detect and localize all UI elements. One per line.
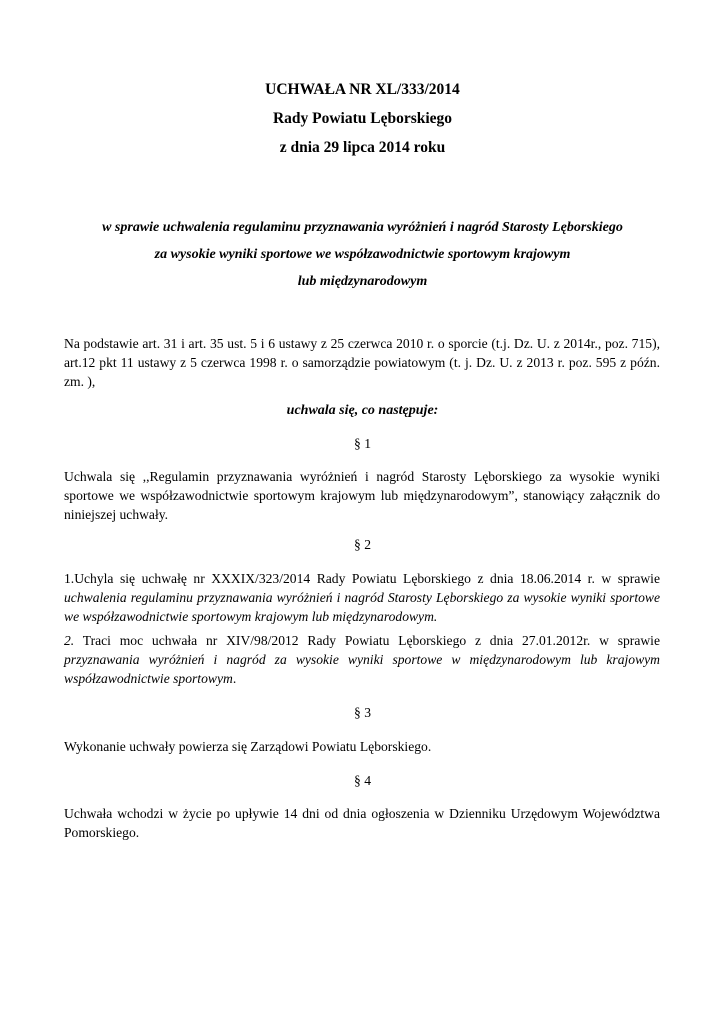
resolution-date: z dnia 29 lipca 2014 roku xyxy=(279,139,446,156)
section-3-text: Wykonanie uchwały powierza się Zarządowi Powiatu Lęborskiego. xyxy=(64,739,432,754)
resolution-header xyxy=(0,76,725,163)
legal-basis-paragraph: Na podstawie art. 31 i art. 35 ust. 5 i 6 ustawy z 25 czerwca 2010 r. o sporcie (t.j. Dz. U. z 2014r., poz. 715), art.12 pkt 11 ustawy z 5 czerwca 1998 r. o samorządzie powiatowym (t. j. Dz. U. z 2013 r. poz. 595 z późn. zm. ), xyxy=(64,336,660,389)
section-3-mark: § 3 xyxy=(354,705,371,720)
section-2-p2-subject: przyznawania wyróżnień i nagród za wysokie wyniki sportowe w międzynarodowym lub krajowym współzawodnictwie sportowym xyxy=(64,652,660,686)
section-2-paragraph-2 xyxy=(64,631,660,688)
subject-line-2: za wysokie wyniki sportowe we współzawodnictwie sportowym krajowym xyxy=(154,247,571,262)
section-2-p1-subject: uchwalenia regulaminu przyznawania wyróżnień i nagród Starosty Lęborskiego za wysokie wyniki sportowe we współzawodnictwie sportowym krajowym lub międzynarodowym. xyxy=(64,590,660,624)
section-2-p2-number: 2. xyxy=(64,633,75,648)
subject-line-1: w sprawie uchwalenia regulaminu przyznawania wyróżnień i nagród Starosty Lęborskiego xyxy=(102,220,623,235)
section-2-p1-text: 1.Uchyla się uchwałę nr XXXIX/323/2014 Rady Powiatu Lęborskiego z dnia 18.06.2014 r. w sprawie xyxy=(64,571,660,586)
section-2-p2-text: Traci moc uchwała nr XIV/98/2012 Rady Powiatu Lęborskiego z dnia 27.01.2012r. w sprawie xyxy=(74,633,660,648)
council-name: Rady Powiatu Lęborskiego xyxy=(272,110,453,127)
section-1-mark: § 1 xyxy=(354,436,371,451)
section-2-paragraph-1 xyxy=(64,569,660,626)
resolution-subject xyxy=(40,214,685,295)
section-2-mark: § 2 xyxy=(354,537,371,552)
resolution-number: UCHWAŁA NR XL/333/2014 xyxy=(265,81,460,98)
section-4-mark: § 4 xyxy=(354,773,371,788)
section-1-text: Uchwala się ,,Regulamin przyznawania wyróżnień i nagród Starosty Lęborskiego za wysokie wyniki sportowe we współzawodnictwie sportowym krajowym lub międzynarodowym”, stanowiący załącznik do niniejszej uchwały. xyxy=(64,469,660,522)
decree-line: uchwala się, co następuje: xyxy=(286,403,439,418)
section-2-p2-end: . xyxy=(232,671,237,686)
section-4-text: Uchwała wchodzi w życie po upływie 14 dni od dnia ogłoszenia w Dzienniku Urzędowym Województwa Pomorskiego. xyxy=(64,806,660,840)
subject-line-3: lub międzynarodowym xyxy=(297,274,428,289)
